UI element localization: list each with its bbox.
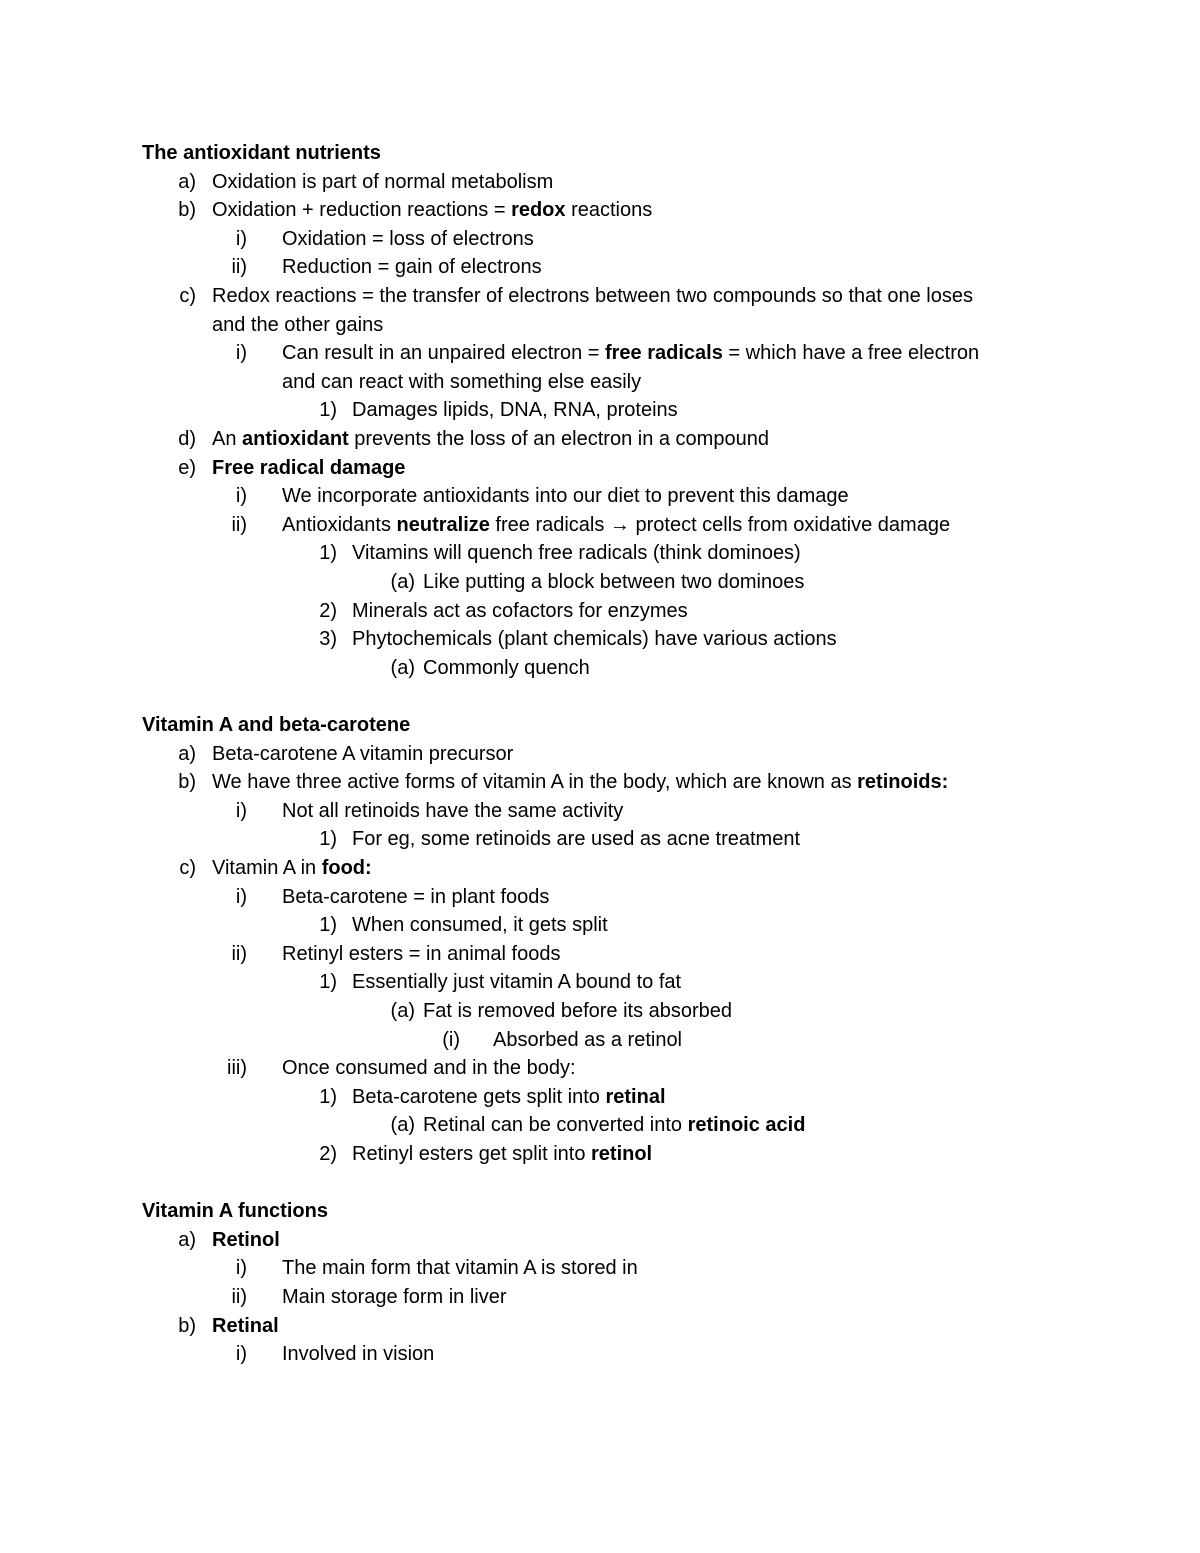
list-item-text	[282, 942, 560, 966]
list-marker: c)	[179, 285, 196, 307]
list-item-text	[352, 1085, 666, 1109]
list-item-text	[282, 370, 641, 394]
list-item-text	[282, 799, 623, 823]
list-item	[0, 1228, 1200, 1252]
list-item-text	[493, 1028, 682, 1052]
list-item-text	[423, 1113, 805, 1137]
list-item	[0, 1142, 1200, 1166]
list-marker: i)	[235, 342, 247, 365]
list-marker: d)	[178, 428, 196, 450]
bold-term: Retinol	[212, 1228, 280, 1251]
section-heading: The antioxidant nutrients	[142, 142, 381, 164]
list-marker: ii)	[231, 513, 247, 536]
text-run: We have three active forms of vitamin A in the body, which are known as	[212, 771, 858, 794]
list-item	[0, 1028, 1200, 1052]
list-item-text	[212, 284, 973, 308]
text-run: Retinyl esters get split into	[352, 1143, 591, 1165]
text-run: Reduction = gain of electrons	[282, 256, 542, 279]
section-heading: Vitamin A functions	[142, 1200, 328, 1223]
list-marker: 1)	[319, 1085, 337, 1108]
list-marker: i)	[235, 485, 247, 508]
list-marker: 2)	[319, 599, 337, 622]
list-item	[0, 742, 1200, 766]
list-item	[0, 1056, 1200, 1080]
list-item-text	[212, 770, 948, 794]
list-item-text	[423, 656, 590, 680]
list-item-text	[282, 1256, 638, 1280]
list-item	[0, 284, 1200, 308]
text-run: When consumed, it gets split	[352, 914, 608, 937]
list-marker: i)	[235, 227, 247, 250]
list-item	[0, 885, 1200, 909]
list-item-text	[212, 742, 513, 766]
list-item-text	[352, 1142, 652, 1166]
bold-term: redox	[511, 199, 566, 222]
text-run: Damages lipids, DNA, RNA, proteins	[352, 399, 678, 422]
list-item	[0, 513, 1200, 537]
list-marker: b)	[178, 1314, 196, 1337]
list-marker: (a)	[390, 656, 415, 679]
list-item-text	[352, 541, 801, 565]
list-item-text	[212, 1228, 280, 1252]
list-marker: a)	[178, 742, 196, 765]
list-item	[0, 370, 1200, 394]
list-marker: i)	[235, 1257, 247, 1280]
list-item	[0, 1314, 1200, 1338]
text-run: Phytochemicals (plant chemicals) have various actions	[352, 628, 837, 651]
text-run: Retinal can be converted into	[423, 1114, 688, 1137]
bold-term: Retinal	[212, 1314, 279, 1337]
list-marker: ii)	[231, 256, 247, 279]
list-item	[0, 942, 1200, 966]
text-run: Redox reactions = the transfer of electrons between two compounds so that one loses	[212, 285, 973, 307]
text-run: = which have a free electron	[722, 342, 980, 365]
bold-term: food:	[321, 857, 372, 879]
list-item	[0, 856, 1200, 880]
list-item	[0, 913, 1200, 937]
list-item	[0, 227, 1200, 251]
list-marker: iii)	[227, 1057, 247, 1080]
list-item	[0, 427, 1200, 451]
list-item	[0, 541, 1200, 565]
list-item	[0, 398, 1200, 422]
text-run: Vitamins will quench free radicals (think dominoes)	[352, 542, 801, 565]
text-run: Fat is removed before its absorbed	[423, 1000, 733, 1022]
text-run: Like putting a block between two dominoes	[423, 571, 805, 593]
list-item-text	[282, 484, 849, 508]
bold-term: retinoids:	[857, 771, 949, 794]
list-item	[0, 1342, 1200, 1366]
text-run: Absorbed as a retinol	[493, 1028, 683, 1051]
list-item	[0, 570, 1200, 594]
list-marker: 2)	[319, 1143, 337, 1165]
bold-term: retinoic acid	[687, 1114, 806, 1137]
list-marker: 3)	[319, 628, 337, 651]
bold-term: neutralize	[396, 513, 490, 536]
section-heading: Vitamin A and beta-carotene	[142, 714, 411, 736]
list-item	[0, 341, 1200, 365]
list-marker: b)	[178, 199, 196, 222]
list-item	[0, 827, 1200, 851]
text-run: The main form that vitamin A is stored in	[282, 1257, 638, 1280]
list-item	[0, 1085, 1200, 1109]
text-run: Oxidation + reduction reactions =	[212, 199, 512, 222]
text-run: Not all retinoids have the same activity	[282, 799, 624, 822]
text-run: Minerals act as cofactors for enzymes	[352, 599, 688, 622]
list-marker: 1)	[319, 971, 337, 994]
list-item-text	[423, 570, 804, 594]
list-item-text	[282, 513, 950, 537]
text-run: and the other gains	[212, 313, 384, 336]
text-run: Retinyl esters = in animal foods	[282, 942, 561, 965]
bold-term: Free radical damage	[212, 456, 406, 479]
text-run: Beta-carotene gets split into	[352, 1085, 606, 1108]
text-run: Commonly quench	[423, 656, 590, 679]
bold-term: free radicals	[604, 342, 723, 365]
list-item-text	[212, 198, 652, 222]
list-marker: b)	[178, 771, 196, 794]
text-run: Oxidation is part of normal metabolism	[212, 170, 554, 193]
text-run: We incorporate antioxidants into our diet to prevent this damage	[282, 485, 849, 508]
list-item	[0, 627, 1200, 651]
text-run: Beta-carotene A vitamin precursor	[212, 742, 514, 765]
text-run: Essentially just vitamin A bound to fat	[352, 971, 682, 994]
list-item	[0, 1113, 1200, 1137]
list-marker: 1)	[319, 399, 337, 422]
list-marker: i)	[235, 799, 247, 822]
text-run: prevents the loss of an electron in a compound	[348, 428, 769, 450]
bold-term: antioxidant	[242, 428, 349, 450]
list-marker: ii)	[231, 1286, 247, 1308]
list-marker: i)	[235, 885, 247, 908]
text-run: Main storage form in liver	[282, 1286, 507, 1308]
list-item-text	[212, 856, 372, 880]
list-item	[0, 170, 1200, 194]
text-run: An	[212, 428, 243, 450]
list-marker: (a)	[390, 1000, 415, 1022]
list-marker: 1)	[319, 914, 337, 937]
list-marker: ii)	[231, 942, 247, 965]
list-item	[0, 255, 1200, 279]
text-run: Vitamin A in	[212, 857, 322, 879]
list-item-text	[423, 999, 732, 1023]
list-item-text	[352, 627, 837, 651]
list-marker: 1)	[319, 542, 337, 565]
list-item	[0, 1285, 1200, 1309]
list-item	[0, 999, 1200, 1023]
list-item-text	[352, 913, 608, 937]
list-marker: (a)	[390, 571, 415, 593]
list-marker: (a)	[390, 1114, 415, 1137]
list-item	[0, 456, 1200, 480]
list-item	[0, 198, 1200, 222]
list-marker: a)	[178, 1228, 196, 1251]
text-run: and can react with something else easily	[282, 370, 642, 393]
list-item-text	[352, 599, 688, 623]
text-run: reactions	[565, 199, 653, 222]
list-item-text	[212, 1314, 279, 1338]
list-marker: i)	[235, 1343, 247, 1366]
list-item-text	[212, 427, 769, 451]
list-item-text	[282, 1285, 507, 1309]
list-item-text	[282, 1056, 576, 1080]
bold-term: retinal	[605, 1085, 666, 1108]
list-item-text	[282, 227, 534, 251]
list-item	[0, 799, 1200, 823]
text-run: Antioxidants	[282, 513, 397, 536]
list-item	[0, 313, 1200, 337]
list-item-text	[212, 170, 553, 194]
list-item-text	[352, 970, 681, 994]
list-item-text	[282, 885, 549, 909]
list-item-text	[282, 255, 542, 279]
text-run: Oxidation = loss of electrons	[282, 227, 534, 250]
text-run: free radicals → protect cells from oxidative damage	[489, 513, 951, 536]
text-run: Once consumed and in the body:	[282, 1057, 576, 1080]
list-item	[0, 599, 1200, 623]
text-run: Can result in an unpaired electron =	[282, 342, 605, 365]
list-item	[0, 484, 1200, 508]
list-item-text	[282, 341, 979, 365]
text-run: For eg, some retinoids are used as acne treatment	[352, 828, 801, 851]
list-item-text	[352, 827, 800, 851]
list-marker: e)	[178, 456, 196, 479]
list-item-text	[352, 398, 678, 422]
bold-term: retinol	[591, 1143, 653, 1165]
list-marker: (i)	[442, 1028, 460, 1051]
list-item	[0, 770, 1200, 794]
list-item	[0, 1256, 1200, 1280]
list-marker: c)	[179, 857, 196, 879]
text-run: Involved in vision	[282, 1343, 435, 1366]
list-item	[0, 656, 1200, 680]
list-item-text	[212, 456, 405, 480]
list-marker: a)	[178, 170, 196, 193]
text-run: Beta-carotene = in plant foods	[282, 885, 550, 908]
list-item	[0, 970, 1200, 994]
list-item-text	[282, 1342, 434, 1366]
list-marker: 1)	[319, 828, 337, 851]
list-item-text	[212, 313, 383, 337]
